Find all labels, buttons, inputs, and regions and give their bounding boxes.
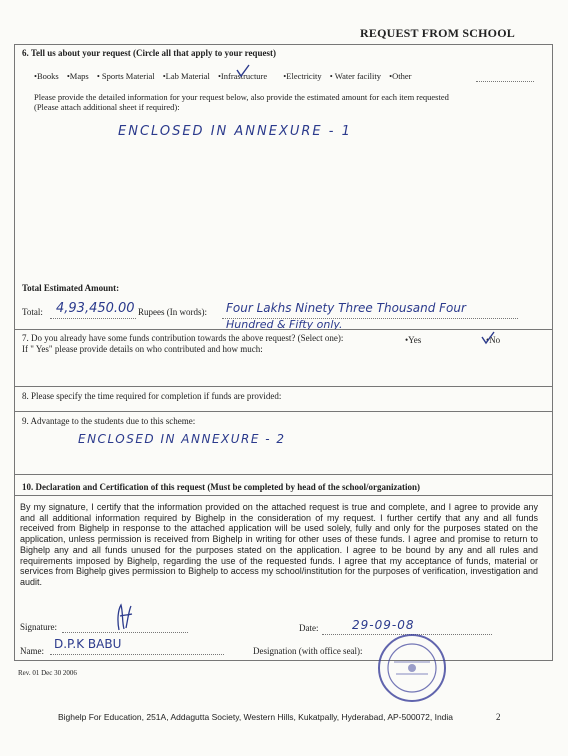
- divider-9-10: [14, 474, 552, 475]
- option-maps: •Maps: [66, 71, 89, 81]
- option-electricity: •Electricity: [283, 71, 322, 81]
- section7-yes: •Yes: [405, 335, 422, 345]
- designation-label: Designation (with office seal):: [253, 646, 363, 656]
- section10-title: 10. Declaration and Certification of this request (Must be completed by head of the school/organization): [22, 482, 421, 492]
- option-sports: • Sports Material: [96, 71, 155, 81]
- declaration-body: By my signature, I certify that the information provided on the attached request is true and complete, and I agree to provide any and all additional information required by Bighelp in the consideration of my request. I further certify that any and all funds received from Bighelp in response to the attached application will be used solely, fully and only for the purposes stated on the application, unless permission is received from Bighelp in writing for other uses of these funds. I agree and promise to return to Bighelp any and all funds unused for the purposes stated on the application. I agree to be bound by any and all rules and requirements imposed by Bighelp, regarding the use of the requested funds. I agree that my acceptance of funds, material or services from Bighelp gives permission to Bighelp to access my school/institution for the purposes of verification, investigation and audit.: [20, 502, 538, 587]
- total-amount-underline: [50, 318, 136, 319]
- option-water: • Water facility: [329, 71, 382, 81]
- option-other: •Other: [389, 71, 412, 81]
- signature-underline: [62, 632, 188, 633]
- request-options: [34, 71, 418, 81]
- details-instruction-1: Please provide the detailed information for your request below, also provide the estimated amount for each item requested: [34, 92, 449, 102]
- office-seal-stamp: [376, 632, 448, 704]
- divider-8-9: [14, 411, 552, 412]
- section7-question: 7. Do you already have some funds contribution towards the above request? (Select one):: [22, 333, 344, 343]
- section9-handwritten: ENCLOSED IN ANNEXURE - 2: [78, 432, 286, 446]
- page-number: 2: [496, 712, 501, 722]
- check-mark-icon: [235, 64, 251, 78]
- total-label: Total:: [22, 307, 43, 317]
- revision-note: Rev. 01 Dec 30 2006: [18, 669, 77, 677]
- name-underline: [50, 654, 224, 655]
- divider-7-8: [14, 386, 552, 387]
- rupees-label: Rupees (In words):: [138, 307, 207, 317]
- amount-words-line1: Four Lakhs Ninety Three Thousand Four: [226, 301, 466, 315]
- section8-question: 8. Please specify the time required for completion if funds are provided:: [22, 391, 282, 401]
- total-heading: Total Estimated Amount:: [22, 283, 120, 293]
- footer-address: Bighelp For Education, 251A, Addagutta Society, Western Hills, Kukatpally, Hyderabad, AP-500072, India: [58, 712, 454, 722]
- section6-title: 6. Tell us about your request (Circle all that apply to your request): [22, 48, 276, 58]
- date-label: Date:: [299, 623, 319, 633]
- name-label: Name:: [20, 646, 44, 656]
- other-underline: [476, 81, 534, 82]
- details-handwritten: ENCLOSED IN ANNEXURE - 1: [118, 124, 352, 139]
- option-books: •Books: [34, 71, 59, 81]
- date-value: 29-09-08: [352, 618, 415, 632]
- section9-question: 9. Advantage to the students due to this scheme:: [22, 416, 196, 426]
- details-instruction-2: (Please attach additional sheet if required):: [34, 102, 180, 112]
- divider-6-7: [14, 329, 552, 330]
- no-check-icon: [480, 331, 496, 345]
- section7-no: •No: [486, 335, 501, 345]
- signature-label: Signature:: [20, 622, 57, 632]
- section10-title-rule: [14, 495, 552, 496]
- option-lab: •Lab Material: [162, 71, 210, 81]
- option-infrastructure: •Infrastructure: [217, 71, 268, 81]
- amount-words-line2: Hundred & Fifty only.: [226, 318, 343, 331]
- total-amount: 4,93,450.00: [56, 301, 135, 316]
- signature-mark: [114, 602, 136, 632]
- name-value: D.P.K BABU: [54, 637, 122, 651]
- section7-followup: If " Yes" please provide details on who contributed and how much:: [22, 344, 263, 354]
- document-header-title: REQUEST FROM SCHOOL: [360, 26, 515, 40]
